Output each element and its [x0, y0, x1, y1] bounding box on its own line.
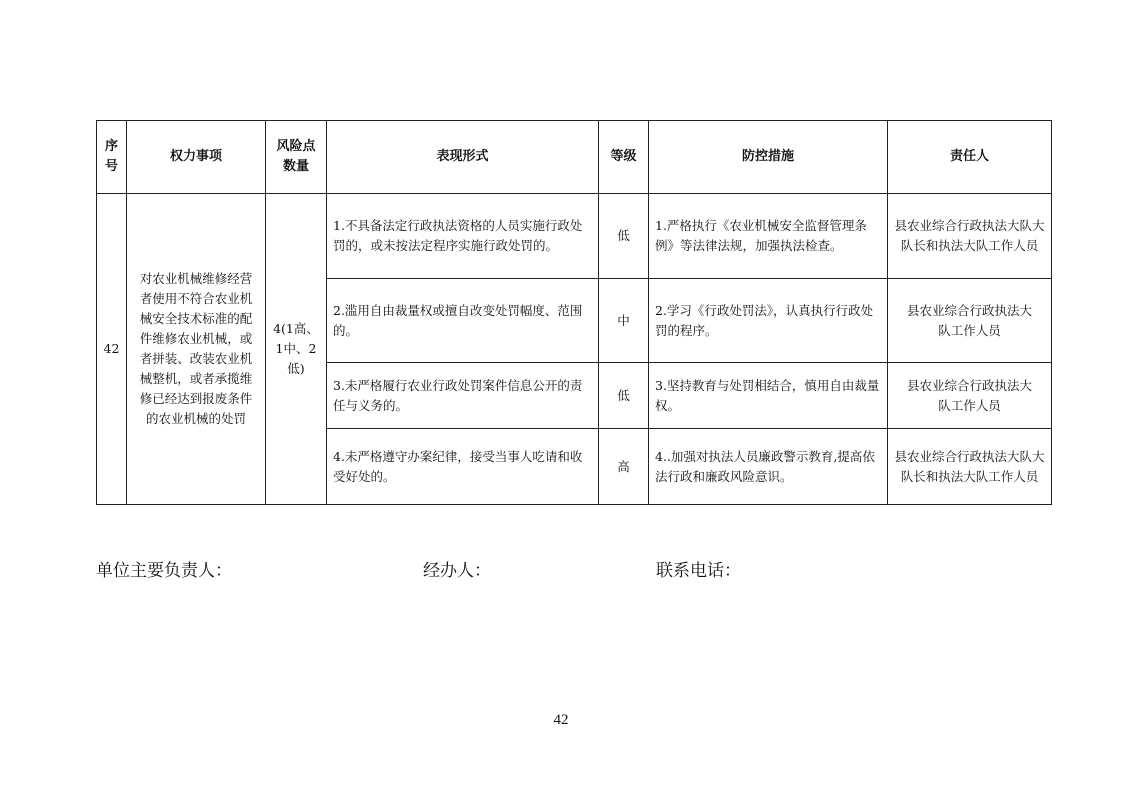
cell-manifestation: 2.滥用自由裁量权或擅自改变处罚幅度、范围的。	[327, 279, 599, 363]
page-number: 42	[553, 712, 569, 728]
cell-manifestation: 4.未严格遵守办案纪律，接受当事人吃请和收受好处的。	[327, 429, 599, 505]
risk-table	[96, 120, 1052, 505]
cell-level: 低	[599, 363, 649, 429]
header-measures: 防控措施	[649, 121, 888, 194]
cell-manifestation: 3.未严格履行农业行政处罚案件信息公开的责任与义务的。	[327, 363, 599, 429]
cell-responsible: 县农业综合行政执法大队大队长和执法大队工作人员	[888, 194, 1052, 279]
header-responsible: 责任人	[888, 121, 1052, 194]
phone-label: 联系电话：	[656, 561, 741, 581]
table-row	[97, 194, 1052, 279]
header-power-item: 权力事项	[127, 121, 266, 194]
cell-responsible: 县农业综合行政执法大队工作人员	[888, 363, 1052, 429]
cell-risk-count: 4(1高、1中、2低)	[266, 194, 327, 505]
cell-measures: 1.严格执行《农业机械安全监督管理条例》等法律法规，加强执法检查。	[649, 194, 888, 279]
cell-measures: 3.坚持教育与处罚相结合，慎用自由裁量权。	[649, 363, 888, 429]
header-risk-count: 风险点数量	[266, 121, 327, 194]
cell-seq: 42	[97, 194, 127, 505]
handler-label: 经办人：	[423, 561, 491, 581]
cell-level: 中	[599, 279, 649, 363]
cell-responsible: 县农业综合行政执法大队大队长和执法大队工作人员	[888, 429, 1052, 505]
header-manifestation: 表现形式	[327, 121, 599, 194]
cell-level: 高	[599, 429, 649, 505]
cell-power-item: 对农业机械维修经营者使用不符合农业机械安全技术标准的配件维修农业机械，或者拼装、改装农业机械整机，或者承揽维修已经达到报废条件的农业机械的处罚	[127, 194, 266, 505]
cell-responsible: 县农业综合行政执法大队工作人员	[888, 279, 1052, 363]
cell-level: 低	[599, 194, 649, 279]
cell-manifestation: 1.不具备法定行政执法资格的人员实施行政处罚的，或未按法定程序实施行政处罚的。	[327, 194, 599, 279]
cell-measures: 4..加强对执法人员廉政警示教育,提高依法行政和廉政风险意识。	[649, 429, 888, 505]
unit-head-label: 单位主要负责人：	[96, 561, 232, 581]
cell-measures: 2.学习《行政处罚法》，认真执行行政处罚的程序。	[649, 279, 888, 363]
header-level: 等级	[599, 121, 649, 194]
header-seq: 序号	[97, 121, 127, 194]
header-row	[97, 121, 1052, 194]
